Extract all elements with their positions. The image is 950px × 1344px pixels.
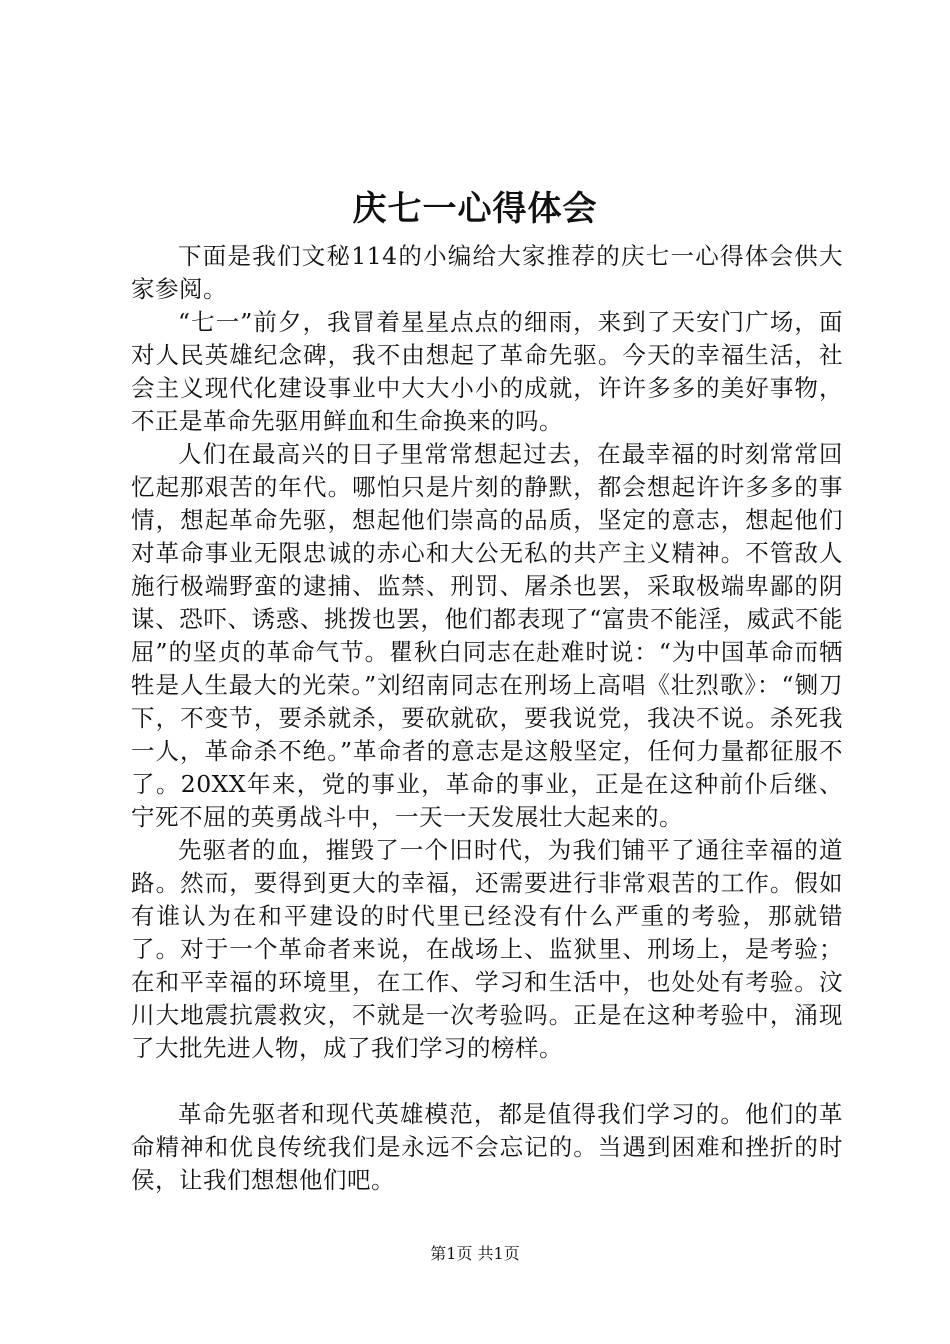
document-body	[131, 240, 843, 1197]
paragraph-tests: 先驱者的血，摧毁了一个旧时代，为我们铺平了通往幸福的道路。然而，要得到更大的幸福，还需要进行非常艰苦的工作。假如有谁认为在和平建设的时代里已经没有什么严重的考验，那就错了。对于一个革命者来说，在战场上、监狱里、刑场上，是考验；在和平幸福的环境里，在工作、学习和生活中，也处处有考验。汶川大地震抗震救灾，不就是一次考验吗。正是在这种考验中，涌现了大批先进人物，成了我们学习的榜样。	[131, 836, 843, 1062]
paragraph-revolutionary-spirit: 人们在最高兴的日子里常常想起过去，在最幸福的时刻常常回忆起那艰苦的年代。哪怕只是片刻的静默，都会想起许许多多的事情，想起革命先驱，想起他们崇高的品质，坚定的意志，想起他们对革命事业无限忠诚的赤心和大公无私的共产主义精神。不管敌人施行极端野蛮的逮捕、监禁、刑罚、屠杀也罢，采取极端卑鄙的阴谋、恐吓、诱惑、挑拨也罢，他们都表现了“富贵不能淫，威武不能屈”的坚贞的革命气节。瞿秋白同志在赴难时说：“为中国革命而牺牲是人生最大的光荣。”刘绍南同志在刑场上高唱《壮烈歌》：“铡刀下，不变节，要杀就杀，要砍就砍，要我说党，我决不说。杀死我一人，革命杀不绝。”革命者的意志是这般坚定，任何力量都征服不了。20XX年来，党的事业，革命的事业，正是在这种前仆后继、宁死不屈的英勇战斗中，一天一天发展壮大起来的。	[131, 440, 843, 831]
paragraph-tiananmen: “七一”前夕，我冒着星星点点的细雨，来到了天安门广场，面对人民英雄纪念碑，我不由想起了革命先驱。今天的幸福生活，社会主义现代化建设事业中大大小小的成就，许许多多的美好事物，不正是革命先驱用鲜血和生命换来的吗。	[131, 308, 843, 435]
paragraph-conclusion: 革命先驱者和现代英雄模范，都是值得我们学习的。他们的革命精神和优良传统我们是永远不会忘记的。当遇到困难和挫折的时侯，让我们想想他们吧。	[131, 1100, 843, 1194]
page-number-footer: 第1页 共1页	[430, 1244, 520, 1263]
document-title: 庆七一心得体会	[352, 189, 598, 229]
paragraph-intro: 下面是我们文秘114的小编给大家推荐的庆七一心得体会供大家参阅。	[131, 242, 843, 303]
